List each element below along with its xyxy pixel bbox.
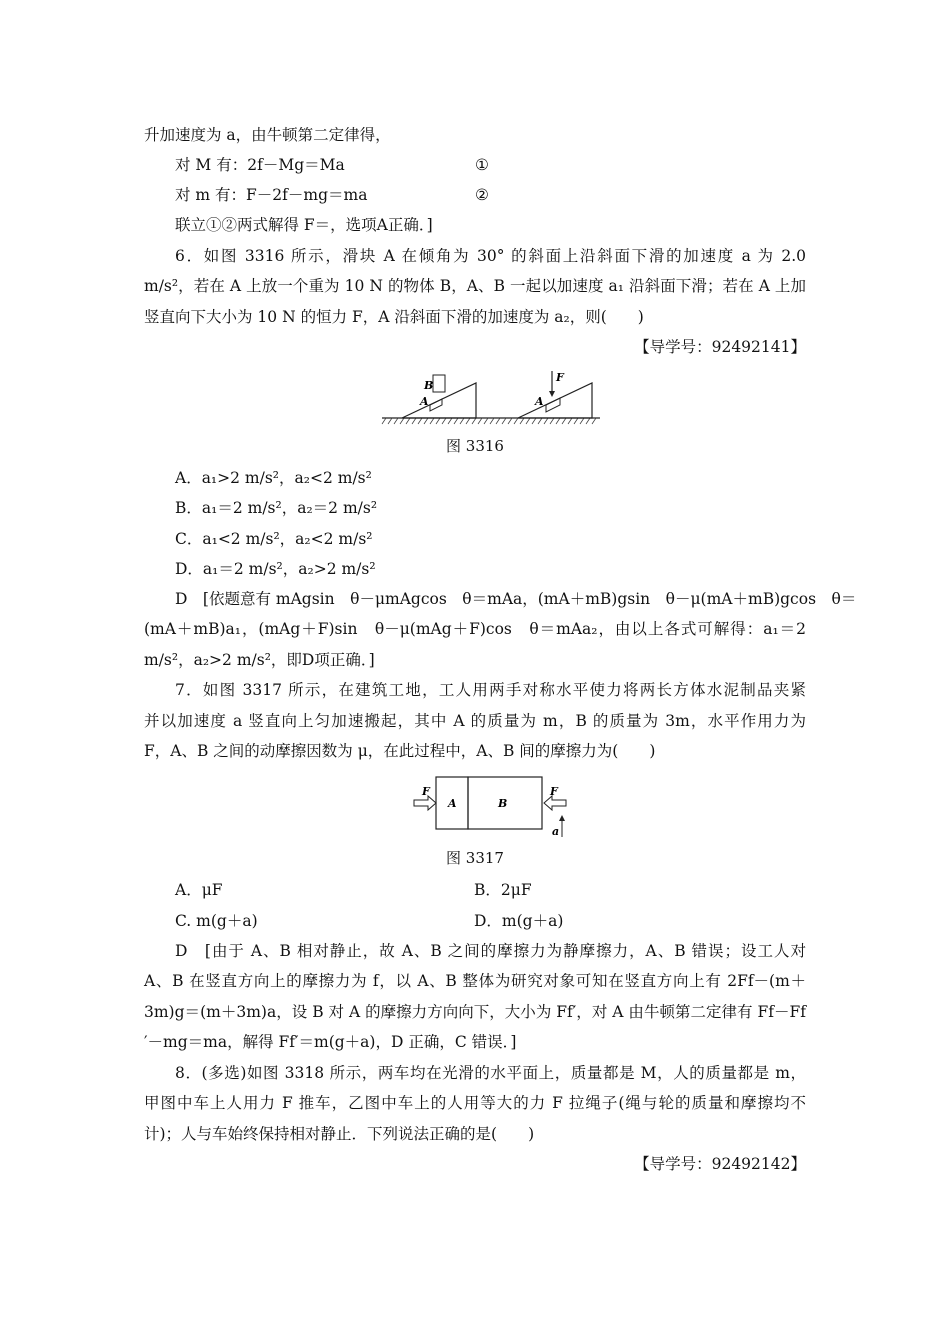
question-6-line: m/s²，若在 A 上放一个重为 10 N 的物体 B，A、B 一起以加速度 a₁ 沿斜面下滑；若在 A 上加 [144,277,806,295]
answer-7-line: ′－mg＝ma，解得 Ff′＝m(g＋a)，D 正确，C 错误．] [144,1033,517,1051]
option-c: C．a₁<2 m/s²，a₂<2 m/s² [175,530,373,548]
question-6-line: 6．如图 3316 所示，滑块 A 在倾角为 30° 的斜面上沿斜面下滑的加速度 a 为 2.0 [175,247,806,265]
question-7-line: F，A、B 之间的动摩擦因数为 μ，在此过程中，A、B 间的摩擦力为( ) [144,742,656,760]
option-d: D．m(g＋a) [474,912,564,930]
question-7-line: 7．如图 3317 所示，在建筑工地，工人用两手对称水平使力将两长方体水泥制品夹紧 [175,681,806,699]
figure-caption: 图 3317 [446,849,504,867]
question-8-line: 计)；人与车始终保持相对静止．下列说法正确的是( ) [144,1125,535,1143]
svg-text:a: a [552,825,560,838]
equation-2: 对 m 有：F－2f－mg＝ma ② [175,186,489,204]
force-arrow-left [414,796,436,810]
figure-3316 [380,365,602,427]
reference-number: 【导学号：92492142】 [634,1155,806,1173]
equation-1: 对 M 有：2f－Mg＝Ma ① [175,156,489,174]
block-a-right [546,398,560,412]
option-b: B．a₁＝2 m/s²，a₂＝2 m/s² [175,499,378,517]
answer-7-line: A、B 在竖直方向上的摩擦力为 f，以 A、B 整体为研究对象可知在竖直方向上有 2Ff－(m＋ [144,972,806,990]
reference-number: 【导学号：92492141】 [634,338,806,356]
figure-3317 [410,773,570,839]
option-c: C. m(g＋a) [175,912,258,930]
text-line: 联立①②两式解得 F＝，选项A正确．] [175,216,433,234]
force-arrow-right [544,796,566,810]
label-a: A [420,395,429,408]
label-f: F [556,371,564,384]
question-8-line: 甲图中车上人用力 F 推车，乙图中车上的人用等大的力 F 拉绳子(绳与轮的质量和摩擦均不 [144,1094,806,1112]
answer-7-line: D [由于 A、B 相对静止，故 A、B 之间的摩擦力为静摩擦力，A、B 错误；设工人对 [175,942,806,960]
question-6-line: 竖直向下大小为 10 N 的恒力 F，A 沿斜面下滑的加速度为 a₂，则( ) [144,308,644,326]
option-a: A．μF [175,881,223,899]
figure-caption: 图 3316 [446,437,504,455]
label-b: B [424,379,434,392]
question-7-line: 并以加速度 a 竖直向上匀加速搬起，其中 A 的质量为 m，B 的质量为 3m，水平作用力为 [144,712,806,730]
question-8-line: 8．(多选)如图 3318 所示，两车均在光滑的水平面上，质量都是 M，人的质量都是 m， [175,1064,806,1082]
block-a-left [430,399,442,411]
label-a: A [535,395,544,408]
answer-6-line: (mA＋mB)a₁，(mAg＋F)sin θ－μ(mAg＋F)cos θ＝mAa₂，由以上各式可解得：a₁＝2 [144,620,806,638]
svg-text:B: B [498,797,508,810]
option-a: A．a₁>2 m/s²，a₂<2 m/s² [175,469,372,487]
svg-text:F: F [422,785,430,798]
svg-text:A: A [448,797,457,810]
block-b [433,375,445,392]
option-d: D．a₁＝2 m/s²，a₂>2 m/s² [175,560,376,578]
svg-text:F: F [550,785,558,798]
option-b: B．2μF [474,881,532,899]
answer-7-line: 3m)g＝(m＋3m)a，设 B 对 A 的摩擦力方向向下，大小为 Ff′，对 A 由牛顿第二定律有 Ff－Ff [144,1003,806,1021]
text-line: 升加速度为 a，由牛顿第二定律得， [144,126,391,144]
answer-6-line: m/s²，a₂>2 m/s²，即D项正确．] [144,651,375,669]
answer-6-line: D [依题意有 mAgsin θ－μmAgcos θ＝mAa，(mA＋mB)gsin θ－μ(mA＋mB)gcos θ＝ [175,590,857,608]
